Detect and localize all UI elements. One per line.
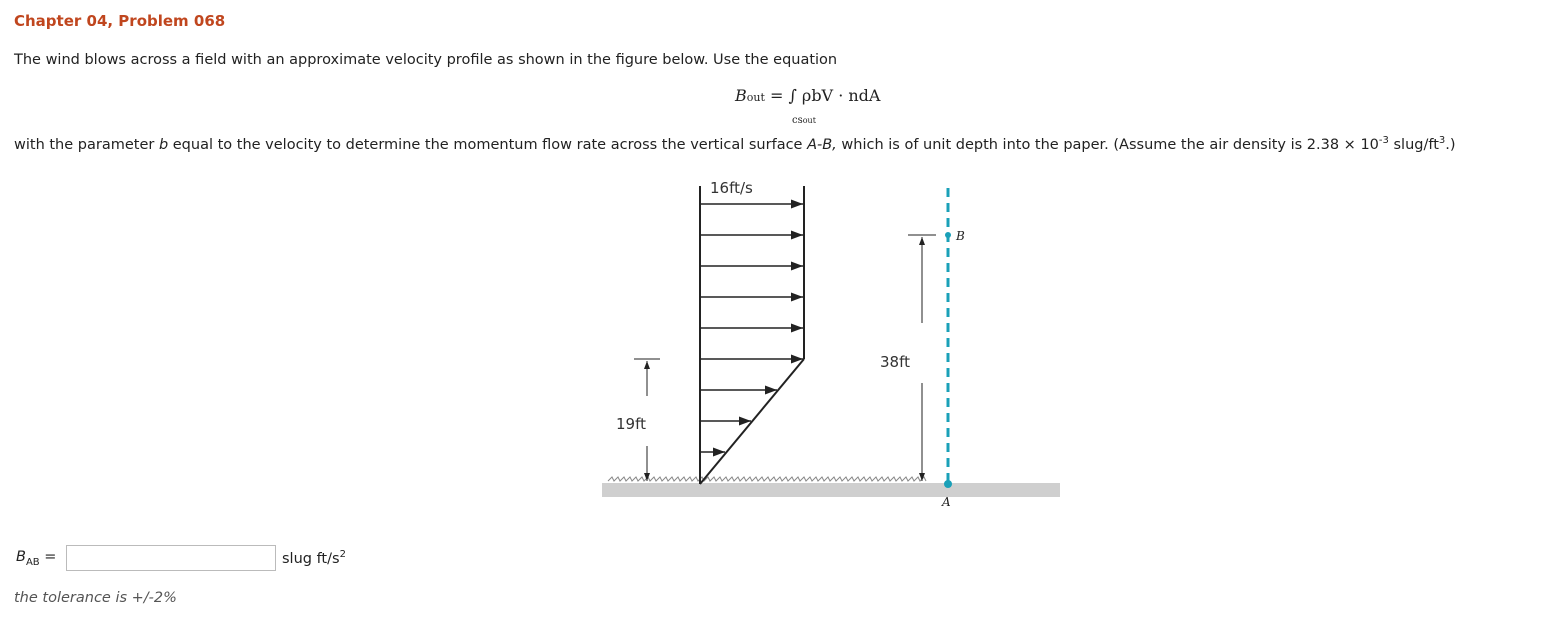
answer-input[interactable] — [66, 545, 276, 571]
equation-under-text: cs — [792, 115, 803, 126]
equation-under-sub: out — [802, 116, 816, 125]
equation-lhs-sub: out — [746, 91, 765, 104]
point-a-marker — [944, 480, 952, 488]
answer-row — [16, 545, 346, 571]
velocity-label: 16ft/s — [710, 179, 753, 197]
height-38-label: 38ft — [880, 353, 910, 371]
tolerance-note: the tolerance is +/-2% — [14, 590, 177, 606]
line2-c: equal to the velocity to determine the momentum flow rate across the vertical surface — [168, 136, 808, 153]
line2-g: .) — [1445, 136, 1456, 153]
line2-b: b — [158, 136, 169, 153]
point-b-label: B — [956, 229, 965, 243]
grass-hatching — [608, 477, 926, 481]
line2-f: slug/ft — [1388, 136, 1439, 153]
answer-unit-exp: 2 — [339, 549, 346, 561]
equation — [735, 86, 880, 105]
answer-label-sub: AB — [25, 556, 40, 568]
point-a-label: A — [942, 495, 951, 509]
equation-integral-domain — [792, 115, 816, 126]
equation-lhs: B — [735, 86, 747, 105]
problem-text-line1: The wind blows across a field with an approximate velocity profile as shown in the figure below. Use the equation — [14, 52, 838, 68]
problem-title: Chapter 04, Problem 068 — [14, 12, 226, 30]
line2-a: with the parameter — [14, 136, 159, 153]
answer-label — [16, 549, 66, 568]
point-b-marker — [945, 232, 951, 238]
answer-unit-text: slug ft/s — [282, 550, 340, 567]
line2-d: A-B, — [807, 136, 837, 153]
answer-equals: = — [39, 548, 57, 565]
line2-exp: -3 — [1378, 135, 1389, 146]
ground — [602, 483, 1060, 497]
height-19-label: 19ft — [616, 415, 646, 433]
line2-exp2: 3 — [1438, 135, 1446, 146]
equation-rhs: = ∫ ρbV · ndA — [764, 86, 881, 105]
answer-unit — [282, 549, 346, 567]
problem-text-line2 — [14, 135, 1456, 153]
velocity-arrows — [700, 204, 803, 452]
velocity-profile-figure — [600, 178, 1070, 518]
line2-e: which is of unit depth into the paper. (Assume the air density is 2.38 × 10 — [836, 136, 1379, 153]
answer-label-main: B — [16, 548, 26, 565]
